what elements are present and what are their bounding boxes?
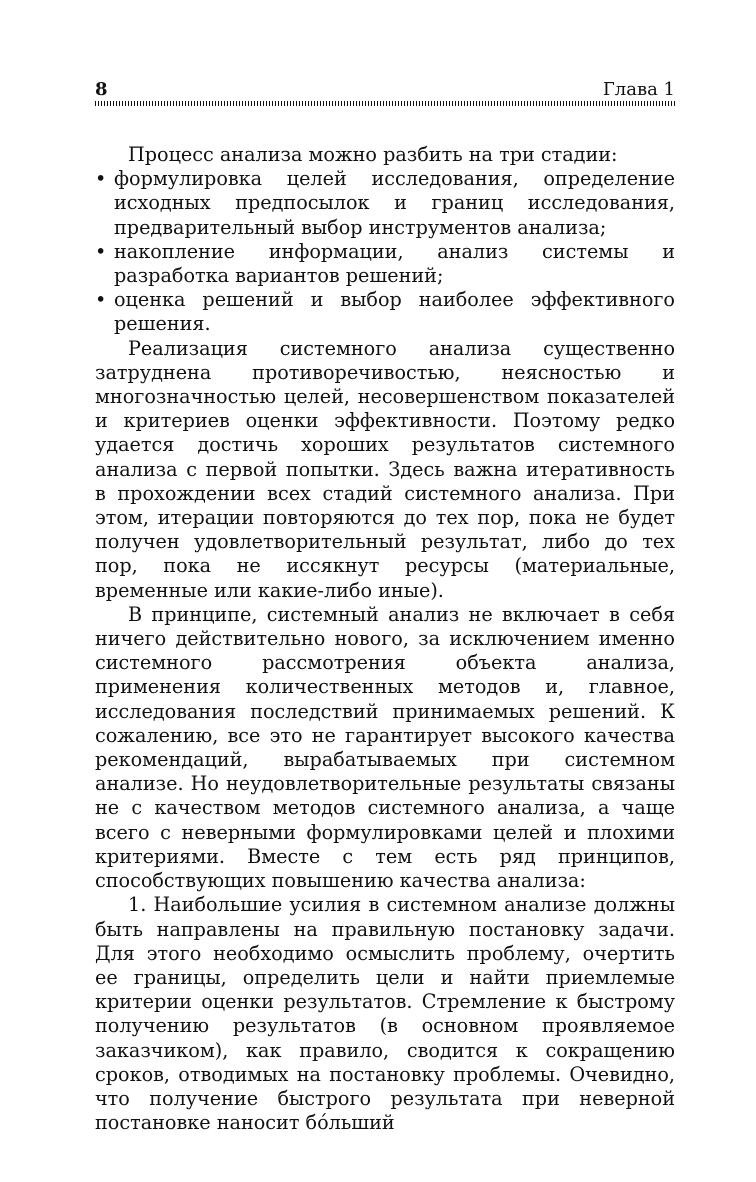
bullet-icon: • <box>95 167 107 191</box>
list-item-text: оценка решений и выбор наиболее эффективного решения. <box>114 288 675 336</box>
header-dotted-rule <box>95 101 675 106</box>
list-item <box>95 288 675 336</box>
list-item-text: накопление информации, анализ системы и разработка вариантов решений; <box>114 239 675 288</box>
list-item <box>95 167 675 240</box>
page-number: 8 <box>95 79 108 100</box>
paragraph: Реализация системного анализа существенно затруднена противоречивостью, неясностью и многозначностью целей, несовершенством показателей и критериев оценки эффективности. Поэтому редко удается достичь хороших результатов системного анализа с первой попытки. Здесь важна итеративность в прохождении всех стадий системного анализа. При этом, итерации повторяются до тех пор, пока не будет получен удовлетворительный результат, либо до тех пор, пока не иссякнут ресурсы (материальные, временные или какие-либо иные). <box>95 336 675 602</box>
intro-paragraph: Процесс анализа можно разбить на три стадии: <box>128 143 618 166</box>
body-text <box>95 143 675 1135</box>
list-item-text: формулировка целей исследования, определение исходных предпосылок и границ исследования, предварительный выбор инструментов анализа; <box>114 167 675 239</box>
paragraph: В принципе, системный анализ не включает в себя ничего действительно нового, за исключением именно системного рассмотрения объекта анализа, применения количественных методов и, главное, исследования последствий принимаемых решений. К сожалению, все это не гарантирует высокого качества рекомендаций, вырабатываемых при системном анализе. Но неудовлетворительные результаты связаны не с качеством методов системного анализа, а чаще всего с неверными формулировками целей и плохими критериями. Вместе с тем есть ряд принципов, способствующих повышению качества анализа: <box>95 602 675 893</box>
paragraph: 1. Наибольшие усилия в системном анализе должны быть направлены на правильную постановку задачи. Для этого необходимо осмыслить проблему, очертить ее границы, определить цели и найти приемлемые критерии оценки результатов. Стремление к быстрому получению результатов (в основном проявляемое заказчиком), как правило, сводится к сокращению сроков, отводимых на постановку проблемы. Очевидно, что получение быстрого результата при неверной постановке наносит бóльший <box>95 893 675 1135</box>
bullet-icon: • <box>95 239 107 263</box>
running-header <box>95 79 675 101</box>
chapter-title: Глава 1 <box>602 79 675 100</box>
list-item <box>95 240 675 288</box>
bullet-icon: • <box>95 288 107 312</box>
stages-list <box>95 167 675 336</box>
